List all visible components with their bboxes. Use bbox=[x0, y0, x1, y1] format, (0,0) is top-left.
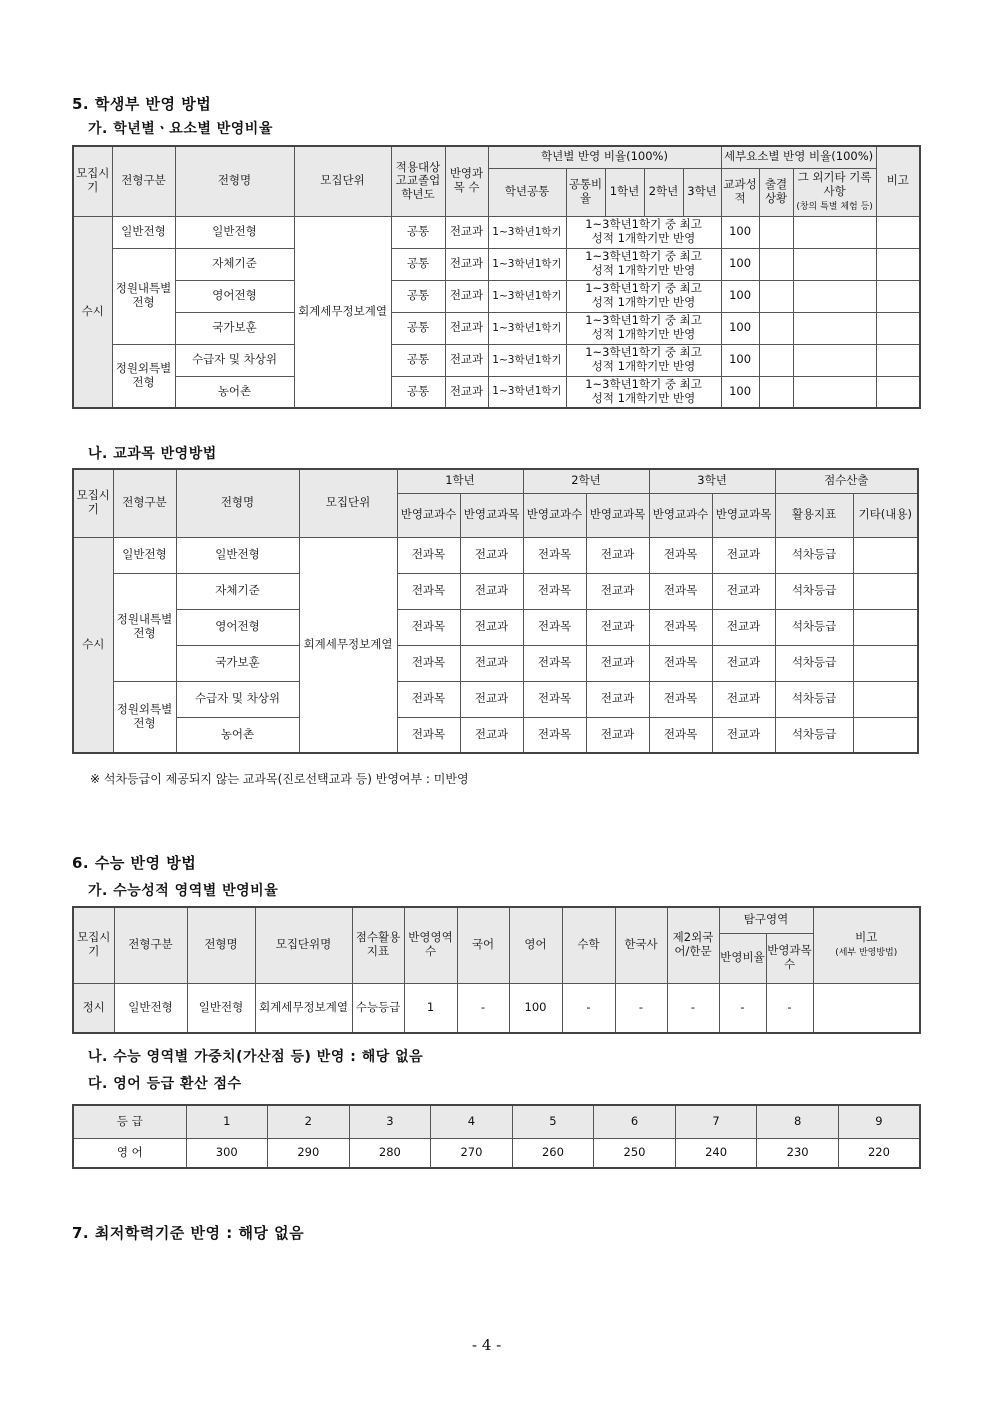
cell-remark bbox=[813, 983, 920, 1033]
cell-etc bbox=[793, 216, 876, 248]
header-foreign: 제2외국어/한문 bbox=[667, 907, 719, 983]
header-time: 모집시기 bbox=[73, 146, 112, 216]
header-target: 적용대상고교졸업학년도 bbox=[391, 146, 445, 216]
header-inq-subj: 반영과목수 bbox=[766, 933, 813, 983]
cell-name: 자체기준 bbox=[176, 573, 299, 609]
cell-target: 공통 bbox=[391, 344, 445, 376]
cell-group-general: 일반전형 bbox=[113, 537, 176, 573]
header-grade: 등 급 bbox=[73, 1105, 186, 1138]
cell-s3: 전교과 bbox=[712, 609, 775, 645]
cell-s1: 전교과 bbox=[460, 537, 523, 573]
cell-c1: 전과목 bbox=[397, 573, 460, 609]
table-english-grade bbox=[72, 1104, 921, 1169]
section6-sub-b: 나. 수능 영역별 가중치(가산점 등) 반영 : 해당 없음 bbox=[88, 1049, 424, 1065]
cell-time: 수시 bbox=[73, 216, 112, 408]
cell-ratio: 1~3학년1학기 중 최고성적 1개학기만 반영 bbox=[566, 248, 721, 280]
cell-s3: 전교과 bbox=[712, 537, 775, 573]
cell-c3: 전과목 bbox=[649, 609, 712, 645]
section6-sub-a: 가. 수능성적 영역별 반영비율 bbox=[88, 883, 279, 899]
cell-score: 100 bbox=[721, 312, 759, 344]
cell-etc bbox=[853, 681, 918, 717]
header-areas: 반영영역수 bbox=[404, 907, 457, 983]
cell-index: 석차등급 bbox=[775, 609, 853, 645]
header-year2: 2학년 bbox=[644, 168, 683, 216]
cell-group-general: 일반전형 bbox=[112, 216, 175, 248]
cell-subjects: 전교과 bbox=[445, 248, 488, 280]
cell-english: 100 bbox=[509, 983, 562, 1033]
cell-score: 100 bbox=[721, 280, 759, 312]
cell-c1: 전과목 bbox=[397, 681, 460, 717]
grade-8: 8 bbox=[757, 1105, 839, 1138]
cell-group-in: 정원내특별전형 bbox=[112, 248, 175, 344]
score-6: 250 bbox=[594, 1138, 676, 1168]
cell-subjects: 전교과 bbox=[445, 280, 488, 312]
header-math: 수학 bbox=[562, 907, 615, 983]
header-remark: 비고 bbox=[876, 146, 920, 216]
header-history: 한국사 bbox=[615, 907, 667, 983]
score-5: 260 bbox=[512, 1138, 594, 1168]
score-4: 270 bbox=[431, 1138, 513, 1168]
cell-name: 농어촌 bbox=[175, 376, 294, 408]
cell-s1: 전교과 bbox=[460, 681, 523, 717]
cell-remark bbox=[876, 312, 920, 344]
cell-name: 영어전형 bbox=[176, 609, 299, 645]
cell-c1: 전과목 bbox=[397, 609, 460, 645]
header-calc: 점수산출 bbox=[775, 469, 918, 493]
cell-c2: 전과목 bbox=[523, 537, 586, 573]
grade-1: 1 bbox=[186, 1105, 268, 1138]
cell-target: 공통 bbox=[391, 280, 445, 312]
cell-group-out: 정원외특별전형 bbox=[113, 681, 176, 753]
cell-etc bbox=[853, 717, 918, 753]
cell-c2: 전과목 bbox=[523, 609, 586, 645]
cell-unit: 회계세무정보계열 bbox=[294, 216, 391, 408]
header-name: 전형명 bbox=[176, 469, 299, 537]
cell-subjects: 전교과 bbox=[445, 376, 488, 408]
cell-remark bbox=[876, 344, 920, 376]
header-inq-ratio: 반영비율 bbox=[719, 933, 766, 983]
header-common-ratio: 공통비율 bbox=[566, 168, 605, 216]
cell-s3: 전교과 bbox=[712, 681, 775, 717]
table-suneung-ratio bbox=[72, 906, 921, 1034]
cell-score: 100 bbox=[721, 216, 759, 248]
header-etc: 그 외기타 기록사항 (창의 특별 체험 등) bbox=[793, 168, 876, 216]
grade-9: 9 bbox=[838, 1105, 920, 1138]
cell-name: 농어촌 bbox=[176, 717, 299, 753]
cell-subjects: 전교과 bbox=[445, 216, 488, 248]
cell-ratio: 1~3학년1학기 중 최고성적 1개학기만 반영 bbox=[566, 376, 721, 408]
cell-score: 100 bbox=[721, 376, 759, 408]
cell-target: 공통 bbox=[391, 376, 445, 408]
cell-s2: 전교과 bbox=[586, 717, 649, 753]
cell-common: 1~3학년1학기 bbox=[488, 280, 566, 312]
header-subj: 반영교과목 bbox=[460, 493, 523, 537]
cell-name: 일반전형 bbox=[175, 216, 294, 248]
header-year1: 1학년 bbox=[605, 168, 644, 216]
header-year1: 1학년 bbox=[397, 469, 523, 493]
cell-math: - bbox=[562, 983, 615, 1033]
header-index: 점수활용지표 bbox=[352, 907, 404, 983]
cell-common: 1~3학년1학기 bbox=[488, 216, 566, 248]
header-name: 전형명 bbox=[175, 146, 294, 216]
cell-index: 석차등급 bbox=[775, 645, 853, 681]
cell-remark bbox=[876, 248, 920, 280]
header-type: 전형구분 bbox=[112, 146, 175, 216]
cell-attendance bbox=[759, 216, 793, 248]
header-count: 반영교과수 bbox=[523, 493, 586, 537]
cell-c1: 전과목 bbox=[397, 537, 460, 573]
cell-attendance bbox=[759, 248, 793, 280]
cell-target: 공통 bbox=[391, 248, 445, 280]
header-grade-ratio: 학년별 반영 비율(100%) bbox=[488, 146, 721, 168]
header-subj: 반영교과목 bbox=[712, 493, 775, 537]
score-9: 220 bbox=[838, 1138, 920, 1168]
cell-index: 석차등급 bbox=[775, 573, 853, 609]
cell-name: 국가보훈 bbox=[176, 645, 299, 681]
cell-etc bbox=[793, 312, 876, 344]
cell-etc bbox=[793, 376, 876, 408]
cell-etc bbox=[793, 344, 876, 376]
header-korean: 국어 bbox=[457, 907, 509, 983]
header-score: 교과성적 bbox=[721, 168, 759, 216]
cell-target: 공통 bbox=[391, 312, 445, 344]
header-unit: 모집단위 bbox=[294, 146, 391, 216]
header-remark: 비고 (세부 반영방법) bbox=[813, 907, 920, 983]
cell-attendance bbox=[759, 344, 793, 376]
score-3: 280 bbox=[349, 1138, 431, 1168]
cell-common: 1~3학년1학기 bbox=[488, 312, 566, 344]
cell-inq-subj: - bbox=[766, 983, 813, 1033]
cell-subjects: 전교과 bbox=[445, 312, 488, 344]
section7-title: 7. 최저학력기준 반영 : 해당 없음 bbox=[72, 1224, 305, 1242]
cell-c1: 전과목 bbox=[397, 645, 460, 681]
cell-group-out: 정원외특별전형 bbox=[112, 344, 175, 408]
section5-note: ※ 석차등급이 제공되지 않는 교과목(진로선택교과 등) 반영여부 : 미반영 bbox=[90, 772, 469, 786]
cell-etc bbox=[853, 609, 918, 645]
cell-name: 일반전형 bbox=[176, 537, 299, 573]
cell-name: 국가보훈 bbox=[175, 312, 294, 344]
header-index: 활용지표 bbox=[775, 493, 853, 537]
section6-title: 6. 수능 반영 방법 bbox=[72, 854, 197, 872]
cell-c2: 전과목 bbox=[523, 681, 586, 717]
cell-etc bbox=[853, 573, 918, 609]
header-grade-common: 학년공통 bbox=[488, 168, 566, 216]
cell-s2: 전교과 bbox=[586, 681, 649, 717]
cell-target: 공통 bbox=[391, 216, 445, 248]
cell-common: 1~3학년1학기 bbox=[488, 376, 566, 408]
section5-sub-b: 나. 교과목 반영방법 bbox=[88, 446, 217, 462]
cell-type: 일반전형 bbox=[114, 983, 187, 1033]
cell-time: 정시 bbox=[73, 983, 114, 1033]
cell-c1: 전과목 bbox=[397, 717, 460, 753]
cell-attendance bbox=[759, 280, 793, 312]
cell-name: 수급자 및 차상위 bbox=[175, 344, 294, 376]
cell-c3: 전과목 bbox=[649, 717, 712, 753]
cell-s2: 전교과 bbox=[586, 573, 649, 609]
cell-common: 1~3학년1학기 bbox=[488, 344, 566, 376]
cell-foreign: - bbox=[667, 983, 719, 1033]
score-7: 240 bbox=[675, 1138, 757, 1168]
cell-attendance bbox=[759, 376, 793, 408]
cell-common: 1~3학년1학기 bbox=[488, 248, 566, 280]
score-8: 230 bbox=[757, 1138, 839, 1168]
page-number: - 4 - bbox=[472, 1336, 502, 1354]
cell-score: 100 bbox=[721, 248, 759, 280]
cell-ratio: 1~3학년1학기 중 최고성적 1개학기만 반영 bbox=[566, 216, 721, 248]
cell-s2: 전교과 bbox=[586, 645, 649, 681]
grade-5: 5 bbox=[512, 1105, 594, 1138]
header-inquiry: 탐구영역 bbox=[719, 907, 813, 933]
header-type: 전형구분 bbox=[114, 907, 187, 983]
grade-6: 6 bbox=[594, 1105, 676, 1138]
cell-index: 석차등급 bbox=[775, 717, 853, 753]
header-remark-sub: (세부 반영방법) bbox=[835, 948, 898, 959]
grade-2: 2 bbox=[268, 1105, 350, 1138]
cell-ratio: 1~3학년1학기 중 최고성적 1개학기만 반영 bbox=[566, 280, 721, 312]
cell-ratio: 1~3학년1학기 중 최고성적 1개학기만 반영 bbox=[566, 344, 721, 376]
cell-remark bbox=[876, 376, 920, 408]
cell-index: 석차등급 bbox=[775, 681, 853, 717]
cell-s1: 전교과 bbox=[460, 573, 523, 609]
cell-c3: 전과목 bbox=[649, 645, 712, 681]
cell-etc bbox=[853, 645, 918, 681]
cell-s2: 전교과 bbox=[586, 609, 649, 645]
cell-s3: 전교과 bbox=[712, 645, 775, 681]
cell-index: 수능등급 bbox=[352, 983, 404, 1033]
cell-s1: 전교과 bbox=[460, 717, 523, 753]
cell-index: 석차등급 bbox=[775, 537, 853, 573]
cell-areas: 1 bbox=[404, 983, 457, 1033]
cell-c3: 전과목 bbox=[649, 537, 712, 573]
header-attendance: 출결상황 bbox=[759, 168, 793, 216]
header-detail-ratio: 세부요소별 반영 비율(100%) bbox=[721, 146, 876, 168]
header-etc-sub: (창의 특별 체험 등) bbox=[796, 201, 873, 212]
cell-history: - bbox=[615, 983, 667, 1033]
grade-7: 7 bbox=[675, 1105, 757, 1138]
cell-inq-ratio: - bbox=[719, 983, 766, 1033]
section5-sub-a: 가. 학년별ㆍ요소별 반영비율 bbox=[88, 121, 273, 137]
cell-korean: - bbox=[457, 983, 509, 1033]
header-subjects: 반영과목 수 bbox=[445, 146, 488, 216]
grade-3: 3 bbox=[349, 1105, 431, 1138]
header-english: 영어 bbox=[509, 907, 562, 983]
cell-remark bbox=[876, 216, 920, 248]
cell-s2: 전교과 bbox=[586, 537, 649, 573]
section5-title: 5. 학생부 반영 방법 bbox=[72, 95, 212, 113]
cell-s3: 전교과 bbox=[712, 573, 775, 609]
cell-name: 자체기준 bbox=[175, 248, 294, 280]
section6-sub-c: 다. 영어 등급 환산 점수 bbox=[88, 1076, 242, 1092]
header-etc: 기타(내용) bbox=[853, 493, 918, 537]
cell-name: 일반전형 bbox=[187, 983, 255, 1033]
cell-group-in: 정원내특별전형 bbox=[113, 573, 176, 681]
header-type: 전형구분 bbox=[113, 469, 176, 537]
cell-etc bbox=[793, 248, 876, 280]
cell-c2: 전과목 bbox=[523, 573, 586, 609]
table-grade-ratio bbox=[72, 145, 921, 409]
cell-s3: 전교과 bbox=[712, 717, 775, 753]
cell-unit: 회계세무정보계열 bbox=[255, 983, 352, 1033]
header-subj: 반영교과목 bbox=[586, 493, 649, 537]
header-time: 모집시기 bbox=[73, 469, 113, 537]
label-english: 영 어 bbox=[73, 1138, 186, 1168]
cell-unit: 회계세무정보계열 bbox=[299, 537, 397, 753]
cell-remark bbox=[876, 280, 920, 312]
cell-name: 영어전형 bbox=[175, 280, 294, 312]
header-year3: 3학년 bbox=[649, 469, 775, 493]
cell-ratio: 1~3학년1학기 중 최고성적 1개학기만 반영 bbox=[566, 312, 721, 344]
cell-s1: 전교과 bbox=[460, 609, 523, 645]
cell-c2: 전과목 bbox=[523, 717, 586, 753]
cell-c2: 전과목 bbox=[523, 645, 586, 681]
header-unit: 모집단위 bbox=[299, 469, 397, 537]
header-name: 전형명 bbox=[187, 907, 255, 983]
cell-attendance bbox=[759, 312, 793, 344]
header-count: 반영교과수 bbox=[397, 493, 460, 537]
cell-score: 100 bbox=[721, 344, 759, 376]
cell-etc bbox=[853, 537, 918, 573]
cell-c3: 전과목 bbox=[649, 681, 712, 717]
cell-subjects: 전교과 bbox=[445, 344, 488, 376]
cell-etc bbox=[793, 280, 876, 312]
header-count: 반영교과수 bbox=[649, 493, 712, 537]
table-subject-method bbox=[72, 468, 919, 754]
grade-4: 4 bbox=[431, 1105, 513, 1138]
header-year3: 3학년 bbox=[683, 168, 721, 216]
cell-c3: 전과목 bbox=[649, 573, 712, 609]
cell-time: 수시 bbox=[73, 537, 113, 753]
cell-name: 수급자 및 차상위 bbox=[176, 681, 299, 717]
score-1: 300 bbox=[186, 1138, 268, 1168]
cell-s1: 전교과 bbox=[460, 645, 523, 681]
header-year2: 2학년 bbox=[523, 469, 649, 493]
header-unit: 모집단위명 bbox=[255, 907, 352, 983]
header-time: 모집시기 bbox=[73, 907, 114, 983]
score-2: 290 bbox=[268, 1138, 350, 1168]
